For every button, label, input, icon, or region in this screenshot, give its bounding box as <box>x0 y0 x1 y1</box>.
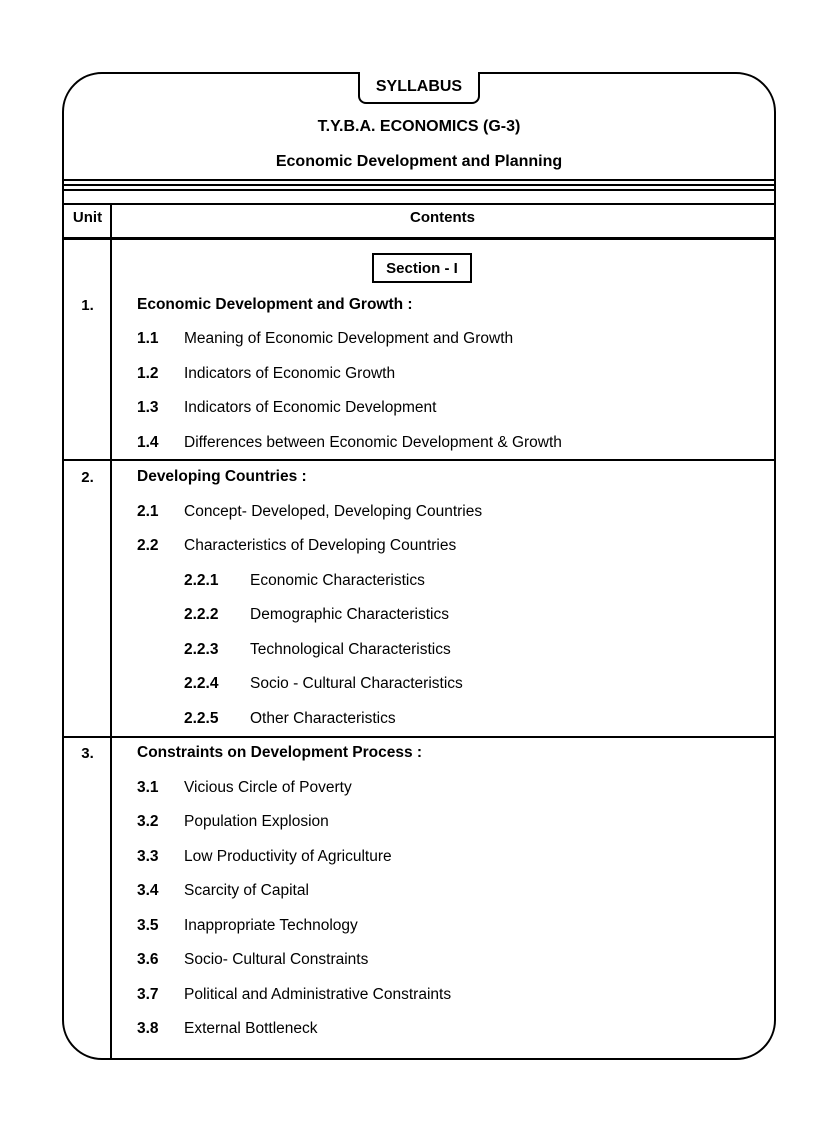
item-text: Political and Administrative Constraints <box>184 986 452 1003</box>
unit-title: Economic Development and Growth : <box>137 296 413 313</box>
item-number: 2.2 <box>137 537 159 554</box>
item-text: Indicators of Economic Growth <box>184 365 396 382</box>
subitem-text: Socio - Cultural Characteristics <box>250 675 463 692</box>
subject-title: Economic Development and Planning <box>275 153 563 170</box>
unit-number: 2. <box>81 469 94 486</box>
divider <box>64 189 774 191</box>
item-text: Differences between Economic Development & Growth <box>184 434 562 451</box>
item-number: 3.6 <box>137 951 159 968</box>
subitem-text: Economic Characteristics <box>250 572 425 589</box>
item-number: 2.1 <box>137 503 159 520</box>
unit-title: Constraints on Development Process : <box>137 744 423 761</box>
subitem-text: Technological Characteristics <box>250 641 451 658</box>
subitem-number: 2.2.5 <box>184 710 219 727</box>
item-number: 3.7 <box>137 986 159 1003</box>
divider <box>64 237 774 240</box>
item-text: Concept- Developed, Developing Countries <box>184 503 483 520</box>
item-text: Vicious Circle of Poverty <box>184 779 352 796</box>
item-number: 1.1 <box>137 330 159 347</box>
subitem-text: Demographic Characteristics <box>250 606 449 623</box>
item-number: 3.5 <box>137 917 159 934</box>
item-text: Indicators of Economic Development <box>184 399 437 416</box>
item-number: 3.8 <box>137 1020 159 1037</box>
item-text: Characteristics of Developing Countries <box>184 537 457 554</box>
column-divider <box>110 203 112 1060</box>
item-text: Low Productivity of Agriculture <box>184 848 392 865</box>
subitem-text: Other Characteristics <box>250 710 396 727</box>
item-text: Population Explosion <box>184 813 329 830</box>
item-text: Socio- Cultural Constraints <box>184 951 369 968</box>
unit-title: Developing Countries : <box>137 468 307 485</box>
item-number: 3.3 <box>137 848 159 865</box>
unit-divider <box>64 459 774 461</box>
section-label: Section - I <box>372 253 472 283</box>
divider <box>64 184 774 186</box>
unit-number: 3. <box>81 745 94 762</box>
item-number: 3.4 <box>137 882 159 899</box>
item-number: 1.3 <box>137 399 159 416</box>
subitem-number: 2.2.3 <box>184 641 219 658</box>
divider <box>64 179 774 181</box>
item-text: Scarcity of Capital <box>184 882 309 899</box>
item-number: 3.2 <box>137 813 159 830</box>
syllabus-frame <box>62 72 776 1060</box>
item-number: 1.4 <box>137 434 159 451</box>
divider <box>64 203 774 205</box>
item-text: Inappropriate Technology <box>184 917 358 934</box>
unit-number: 1. <box>81 297 94 314</box>
contents-column-header: Contents <box>410 209 475 226</box>
course-title: T.Y.B.A. ECONOMICS (G-3) <box>317 118 521 135</box>
item-number: 3.1 <box>137 779 159 796</box>
subitem-number: 2.2.2 <box>184 606 219 623</box>
subitem-number: 2.2.1 <box>184 572 219 589</box>
subitem-number: 2.2.4 <box>184 675 219 692</box>
syllabus-badge: SYLLABUS <box>358 72 480 104</box>
unit-divider <box>64 736 774 738</box>
item-text: External Bottleneck <box>184 1020 318 1037</box>
unit-column-header: Unit <box>72 209 103 226</box>
item-number: 1.2 <box>137 365 159 382</box>
item-text: Meaning of Economic Development and Growth <box>184 330 514 347</box>
